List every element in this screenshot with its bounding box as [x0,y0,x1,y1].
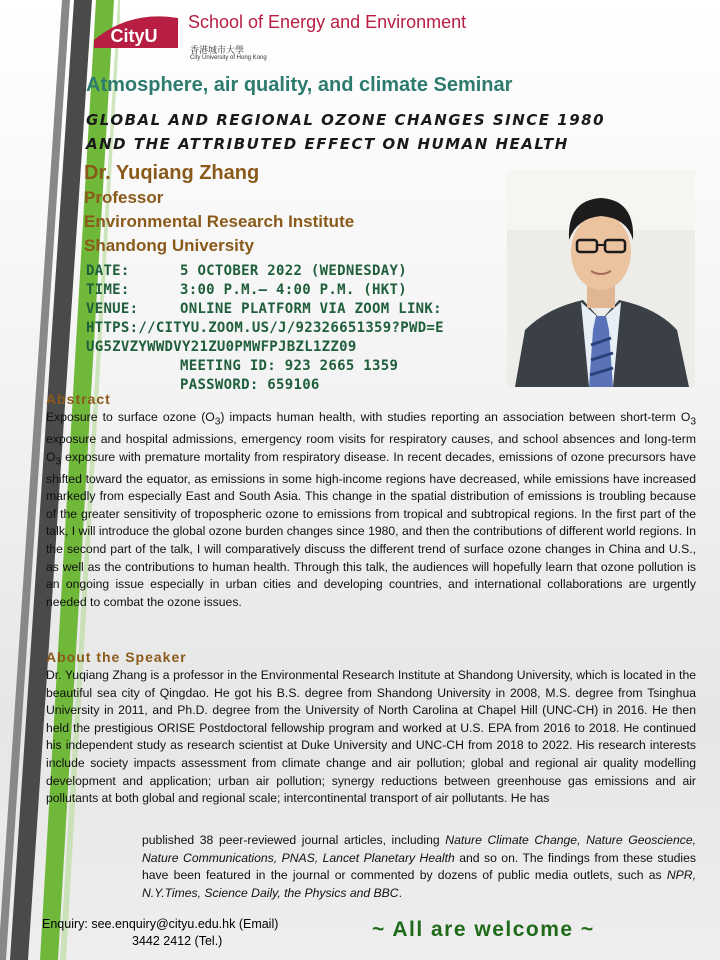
title-line-2: AND THE ATTRIBUTED EFFECT ON HUMAN HEALTH [86,135,569,153]
speaker-info [84,160,354,258]
venue-label: VENUE: [86,301,139,317]
speaker-bio-continued: published 38 peer-reviewed journal articles, including Nature Climate Change, Nature Geoscience, Nature Communications, PNAS, Lancet Planetary Health and so on. The findings from these studies have been featured in the journal or commented by dozens of public media outlets, such as NPR, N.Y.Times, Science Daily, the Physics and BBC. [142,833,696,900]
time-row [86,281,444,300]
abstract-heading: Abstract [46,391,111,407]
speaker-university: Shandong University [84,236,255,255]
venue-value: ONLINE PLATFORM VIA ZOOM LINK: [180,301,442,317]
meeting-id: MEETING ID: 923 2665 1359 [180,358,399,374]
abstract-text: Exposure to surface ozone $(O_3)$ impacts human health, with studies reporting an association between short-term $O_3$ exposure and hospital admissions, emergency room visits for respiratory causes, and school absences and long-term $O_3$ exposure with premature mortality from respiratory disease. In recent decades, emissions of ozone precursors have shifted toward the equator, as emissions in some high-income regions have decreased, while emissions have increased markedly from especially East and South Asia. This change in the spatial distribution of emissions is troubling because of the greater sensitivity of tropospheric ozone to emissions from tropical and subtropical regions. In the first part of the talk, I will introduce the global ozone burden changes since 1980, and then the contributions of different world regions. In the second part of the talk, I will comparatively discuss the different trend of surface ozone changes in China and U.S., as well as the contributions to human health. Through this talk, the audiences will hopefully learn that ozone pollution is an ongoing issue especially in urban cities and developing countries, and international collaborations are urgently needed to combat the ozone issues. [46,410,696,609]
speaker-photo [507,170,695,387]
seminar-title [86,108,706,156]
speaker-bio: Dr. Yuqiang Zhang is a professor in the Environmental Research Institute at Shandong University, which is located in the beautiful sea city of Qingdao. He got his B.S. degree from Shandong University in 2008, M.S. degree from Tsinghua University in 2011, and Ph.D. degree from the University of North Carolina at Chapel Hill (UNC-CH) in 2016. He then held the prestigious ORISE Postdoctoral fellowship program and worked at U.S. EPA from 2016 to 2018. He continued his independent study as research scientist at Duke University and UNC-CH from 2018 to 2022. His research interests include society impacts assessment from climate change and air pollution; global and regional air quality modelling development and application; urban air pollution; synergy reductions between greenhouse gas emissions and air pollutants at both global and regional scale; intercontinental transport of air pollutants. He has [46,668,696,806]
date-value: 5 OCTOBER 2022 (WEDNESDAY) [180,263,407,279]
speaker-position: Professor [84,188,164,207]
venue-row [86,300,444,319]
school-name: School of Energy and Environment [188,12,467,32]
event-details [86,262,444,395]
speaker-institute: Environmental Research Institute [84,212,355,231]
seminar-series: Atmosphere, air quality, and climate Seminar [86,74,513,96]
time-label: TIME: [86,282,130,298]
speaker-name: Dr. Yuqiang Zhang [84,162,260,184]
welcome-message: ~ All are welcome ~ [372,918,595,941]
university-name-chinese: 香港城市大學 [190,46,245,56]
enquiry-contact [42,916,278,950]
meeting-password: PASSWORD: 659106 [180,377,320,393]
cityu-logo [90,10,180,50]
title-line-1: GLOBAL AND REGIONAL OZONE CHANGES SINCE 1980 [86,111,606,129]
zoom-link-line-2[interactable]: UG5ZVZYWWDVY21ZU0PMWFPJBZL1ZZ09 [86,339,357,355]
about-speaker-heading: About the Speaker [46,649,187,665]
date-label: DATE: [86,263,130,279]
date-row [86,262,444,281]
enquiry-email[interactable]: Enquiry: see.enquiry@cityu.edu.hk (Email) [42,917,279,931]
zoom-link-line-1[interactable]: HTTPS://CITYU.ZOOM.US/J/92326651359?PWD=E [86,320,444,336]
enquiry-tel: 3442 2412 (Tel.) [132,934,223,948]
time-value: 3:00 P.M.– 4:00 P.M. (HKT) [180,282,407,298]
logo-text: CityU [110,26,158,46]
university-name-english: City University of Hong Kong [190,55,267,61]
